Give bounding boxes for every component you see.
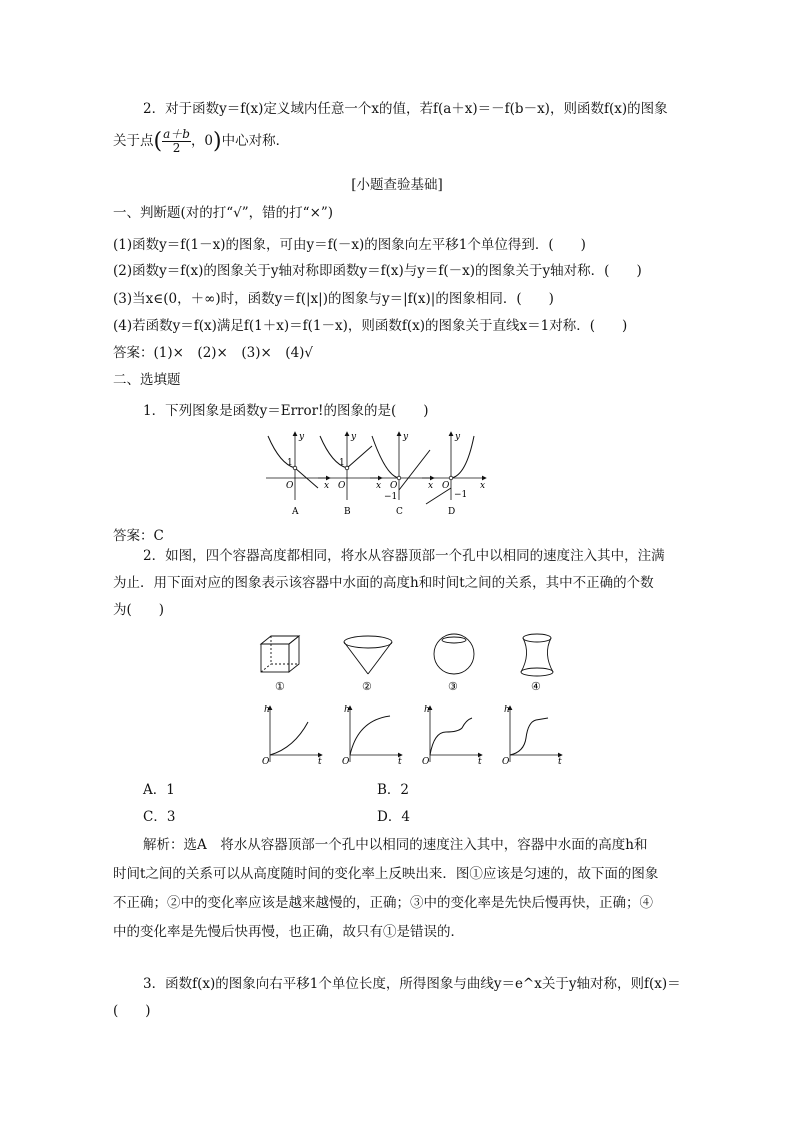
q2-stem (113, 543, 681, 624)
tick-label-1: 1 (287, 458, 293, 468)
container-sphere (434, 634, 474, 674)
property-2-post: ，0 (190, 133, 214, 149)
left-paren: ( (153, 129, 163, 154)
axis-t-label: t (318, 757, 322, 767)
property-2-pre: 关于点 (113, 133, 154, 149)
axis-h-label: h (264, 705, 270, 715)
right-paren: ) (213, 129, 222, 154)
container-figure (255, 628, 565, 696)
container-label-2: ② (362, 680, 372, 693)
graph-a (266, 432, 330, 517)
axis-y-label: y (455, 432, 461, 442)
analysis-line-1: 解析：选A 将水从容器顶部一个孔中以相同的速度注入其中，容器中水面的高度h和 (143, 837, 648, 853)
container-vase (521, 634, 553, 676)
origin-label: O (502, 757, 510, 767)
option-a: A．1 (143, 782, 175, 798)
origin-label: O (338, 481, 346, 491)
judge-item-3: (3)当x∈(0，＋∞)时，函数y＝f(|x|)的图象与y＝|f(x)|的图象相同．( ) (113, 291, 554, 307)
judge-item-1: (1)函数y＝f(1－x)的图象，可由y＝f(－x)的图象向左平移1个单位得到．( ) (113, 237, 586, 253)
property-2-line1: 2．对于函数y＝f(x)定义域内任意一个x的值，若f(a＋x)＝－f(b－x)，则函数f(x)的图象 (143, 101, 668, 117)
analysis-line-4: 中的变化率是先慢后快再慢，也正确，故只有①是错误的． (113, 924, 464, 940)
analysis-line-3: 不正确；②中的变化率应该是越来越慢的，正确；③中的变化率是先快后慢再快，正确；④ (113, 895, 653, 911)
axis-h-label: h (504, 705, 510, 715)
q3-stem-line-1: 3．函数f(x)的图象向右平移1个单位长度，所得图象与曲线y＝e^x关于y轴对称，则f(x)＝ (143, 976, 681, 992)
tick-label-neg1: −1 (454, 490, 468, 500)
axis-x-label: x (428, 481, 434, 491)
axis-y-label: y (351, 432, 357, 442)
ht-graph-figure (256, 700, 576, 770)
origin-label: O (390, 481, 398, 491)
graph-label-b: B (344, 507, 351, 517)
graph-label-d: D (448, 507, 456, 517)
axis-h-label: h (344, 705, 350, 715)
origin-label: O (442, 481, 450, 491)
q1-graph-figure (258, 428, 538, 518)
option-c: C．3 (143, 809, 176, 825)
q3-stem (113, 971, 681, 1025)
fraction (162, 128, 191, 155)
tick-label-1: 1 (339, 458, 345, 468)
q2-analysis (113, 831, 681, 947)
axis-h-label: h (424, 705, 430, 715)
container-cube (261, 636, 299, 672)
ht-graph-4 (502, 705, 562, 767)
axis-x-label: x (324, 481, 330, 491)
ht-graph-3 (422, 705, 482, 767)
graph-label-a: A (292, 507, 299, 517)
judge-item-2: (2)函数y＝f(x)的图象关于y轴对称即函数y＝f(x)与y＝f(－x)的图象关于y轴对称．( ) (113, 263, 642, 279)
origin-label: O (286, 481, 294, 491)
option-b: B．2 (377, 782, 410, 798)
axis-t-label: t (558, 757, 562, 767)
graph-c (370, 432, 434, 517)
judge-item-4: (4)若函数y＝f(x)满足f(1＋x)＝f(1－x)，则函数f(x)的图象关于直线x＝1对称．( ) (113, 318, 628, 334)
graph-b (318, 432, 382, 517)
option-d: D．4 (377, 809, 410, 825)
q2-stem-line-2: 为止．用下面对应的图象表示该容器中水面的高度h和时间t之间的关系，其中不正确的个数 (113, 575, 654, 591)
section-title: [小题查验基础] (351, 177, 443, 193)
axis-x-label: x (480, 481, 486, 491)
part1-answer: 答案：(1)× (2)× (3)× (4)√ (113, 345, 314, 361)
origin-label: O (342, 757, 350, 767)
container-label-4: ④ (531, 680, 541, 693)
graph-d (422, 432, 486, 517)
fraction-numerator: a＋b (163, 127, 190, 141)
graph-label-c: C (396, 507, 403, 517)
fraction-denominator: 2 (172, 141, 181, 155)
property-2-tail: 中心对称． (221, 133, 290, 149)
axis-x-label: x (376, 481, 382, 491)
origin-label: O (262, 757, 270, 767)
property-2-line2 (113, 128, 289, 155)
ht-graph-1 (262, 705, 322, 767)
axis-t-label: t (398, 757, 402, 767)
axis-y-label: y (299, 432, 305, 442)
q3-stem-line-2: ( ) (113, 1003, 151, 1019)
q2-stem-line-1: 2．如图，四个容器高度都相同，将水从容器顶部一个孔中以相同的速度注入其中，注满 (143, 548, 665, 564)
tick-label-neg1: −1 (384, 492, 398, 502)
part2-heading: 二、选填题 (113, 372, 181, 388)
origin-label: O (422, 757, 430, 767)
q2-stem-line-3: 为( ) (113, 602, 165, 618)
container-cone (344, 636, 392, 674)
axis-y-label: y (403, 432, 409, 442)
axis-t-label: t (478, 757, 482, 767)
part1-heading: 一、判断题(对的打“√”，错的打“×”) (113, 205, 334, 221)
container-label-3: ③ (448, 680, 458, 693)
q1-stem: 1．下列图象是函数y＝Error!的图象的是( ) (143, 403, 429, 419)
analysis-line-2: 时间t之间的关系可以从高度随时间的变化率上反映出来．图①应该是匀速的，故下面的图象 (113, 866, 659, 882)
ht-graph-2 (342, 705, 402, 767)
container-label-1: ① (275, 680, 285, 693)
q1-answer: 答案：C (113, 528, 164, 544)
